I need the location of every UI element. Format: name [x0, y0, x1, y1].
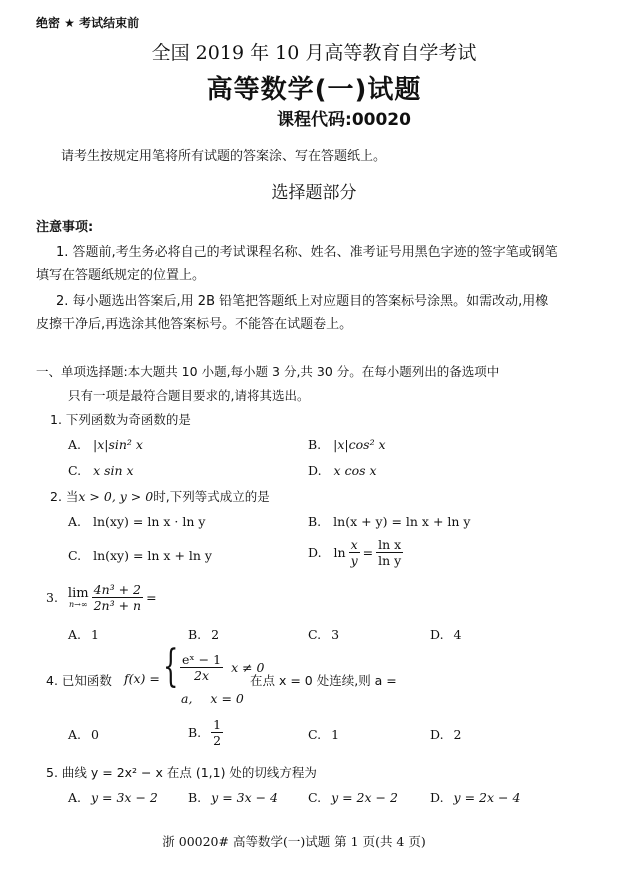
- q2-option-a: [68, 514, 205, 529]
- q4-b-num: 1: [213, 717, 222, 732]
- q4-stem-post: 在点 x = 0 处连续,则 a =: [250, 673, 397, 688]
- q2-d-right-fraction: [376, 537, 403, 568]
- q3-option-b: [188, 627, 219, 642]
- q1-b-label: B.: [308, 437, 322, 452]
- q2-c-label: C.: [68, 548, 82, 563]
- q2-a-text: ln(xy) = ln x · ln y: [93, 514, 206, 529]
- q3-c-text: 3: [331, 627, 340, 642]
- q1-a-text: |x|sin² x: [93, 437, 143, 452]
- q2-d-left-fraction: [349, 537, 360, 568]
- q4-option-a: [68, 727, 99, 742]
- answer-instruction: 请考生按规定用笔将所有试题的答案涂、写在答题纸上。: [61, 149, 387, 164]
- q4-d-text: 2: [453, 727, 462, 742]
- q1-c-text: x sin x: [93, 463, 134, 478]
- q4-option-b: [188, 717, 226, 748]
- q2-b-label: B.: [308, 514, 322, 529]
- q4-a-label: A.: [68, 727, 82, 742]
- q5-a-text: y = 3x − 2: [91, 790, 158, 805]
- q1-stem: 1. 下列函数为奇函数的是: [50, 412, 191, 427]
- q4-case1-num: eˣ − 1: [182, 652, 222, 667]
- q5-option-d: [430, 790, 520, 805]
- q1-d-label: D.: [308, 463, 322, 478]
- q5-option-b: [188, 790, 278, 805]
- q1-c-label: C.: [68, 463, 82, 478]
- q1-option-b: [308, 437, 386, 452]
- q5-b-label: B.: [188, 790, 202, 805]
- q3-option-d: [430, 627, 462, 642]
- part1-heading-line-1: 一、单项选择题:本大题共 10 小题,每小题 3 分,共 30 分。在每小题列出的备选项中: [36, 364, 500, 379]
- q2-d-left-den: y: [350, 553, 358, 568]
- section-title: 选择题部分: [271, 183, 357, 203]
- q2-stem-rest: 时,下列等式成立的是: [153, 489, 270, 504]
- q2-d-ln: ln: [333, 545, 346, 560]
- exam-session-line: 全国 2019 年 10 月高等教育自学考试: [151, 42, 477, 64]
- q4-b-label: B.: [188, 725, 202, 740]
- q4-b-den: 2: [213, 733, 222, 748]
- q3-stem: [46, 582, 157, 613]
- q3-frac-den: 2n³ + n: [93, 598, 142, 613]
- q4-c-text: 1: [331, 727, 340, 742]
- q5-c-label: C.: [308, 790, 322, 805]
- q3-option-a: [68, 627, 99, 642]
- part1-heading-line-2: 只有一项是最符合题目要求的,请将其选出。: [68, 388, 310, 403]
- q4-stem-pre: 4. 已知函数: [46, 673, 112, 688]
- q2-stem: [50, 487, 270, 505]
- q4-case1-cond: x ≠ 0: [231, 660, 265, 675]
- q4-d-label: D.: [430, 727, 444, 742]
- q3-b-text: 2: [211, 627, 220, 642]
- q3-d-label: D.: [430, 627, 444, 642]
- q3-lim-word: lim: [67, 585, 89, 601]
- q4-case2-val: a,: [181, 691, 193, 706]
- q3-c-label: C.: [308, 627, 322, 642]
- q4-case2-cond: x = 0: [210, 691, 244, 706]
- q2-d-left-num: x: [350, 537, 358, 552]
- q4-case1-den: 2x: [194, 668, 210, 683]
- q2-option-c: [68, 548, 212, 563]
- q5-option-c: [308, 790, 398, 805]
- q1-option-a: [68, 437, 143, 452]
- q4-case1-fraction: [180, 652, 223, 683]
- q2-stem-cond: x > 0, y > 0: [78, 489, 154, 504]
- q1-b-text: |x|cos² x: [333, 437, 386, 452]
- q5-b-text: y = 3x − 4: [211, 790, 279, 805]
- q2-d-eq: =: [362, 545, 374, 560]
- q3-eq: =: [146, 590, 157, 605]
- q5-c-text: y = 2x − 2: [331, 790, 398, 805]
- q3-a-text: 1: [91, 627, 99, 642]
- q2-b-text: ln(x + y) = ln x + ln y: [333, 514, 471, 529]
- q4-c-label: C.: [308, 727, 322, 742]
- q4-option-c: [308, 727, 339, 742]
- q5-d-label: D.: [430, 790, 444, 805]
- q3-frac-num: 4n³ + 2: [92, 582, 144, 598]
- q4-function: f(x) =: [124, 671, 160, 686]
- q5-d-text: y = 2x − 4: [453, 790, 521, 805]
- q3-b-label: B.: [188, 627, 202, 642]
- page-footer: 浙 00020# 高等数学(一)试题 第 1 页(共 4 页): [162, 834, 426, 849]
- q3-fraction: [92, 582, 144, 613]
- notes-heading: 注意事项:: [36, 220, 94, 235]
- note-1-line-2: 填写在答题纸规定的位置上。: [36, 268, 206, 283]
- q3-lim-sub: n→∞: [68, 599, 88, 609]
- q4-a-text: 0: [91, 727, 99, 742]
- q4-brace: {: [163, 641, 179, 692]
- q5-stem: 5. 曲线 y = 2x² − x 在点 (1,1) 处的切线方程为: [46, 765, 317, 780]
- q3-a-label: A.: [68, 627, 82, 642]
- q2-d-label: D.: [308, 545, 322, 560]
- q2-stem-num: 2. 当: [50, 489, 79, 504]
- q1-a-label: A.: [68, 437, 82, 452]
- q3-num: 3.: [46, 590, 58, 605]
- q2-a-label: A.: [68, 514, 82, 529]
- q4-b-fraction: [211, 717, 223, 748]
- q4-option-d: [430, 727, 462, 742]
- note-1-line-1: 1. 答题前,考生务必将自己的考试课程名称、姓名、准考证号用黑色字迹的签字笔或钢笔: [56, 245, 558, 260]
- q2-option-d: [308, 537, 406, 568]
- q2-c-text: ln(xy) = ln x + ln y: [93, 548, 212, 563]
- q2-d-right-den: ln y: [378, 553, 402, 568]
- course-code: 课程代码:00020: [277, 110, 411, 130]
- exam-title: 高等数学(一)试题: [206, 75, 422, 105]
- q3-limit: [68, 587, 89, 609]
- q3-d-text: 4: [453, 627, 462, 642]
- q4-case-2: [181, 691, 244, 706]
- q2-d-right-num: ln x: [376, 537, 403, 553]
- q5-a-label: A.: [68, 790, 82, 805]
- q3-option-c: [308, 627, 339, 642]
- confidential-mark: 绝密 ★ 考试结束前: [36, 16, 140, 30]
- q1-option-d: [308, 463, 377, 478]
- q2-option-b: [308, 514, 471, 529]
- q1-option-c: [68, 463, 134, 478]
- note-2-line-1: 2. 每小题选出答案后,用 2B 铅笔把答题纸上对应题目的答案标号涂黑。如需改动,用橡: [56, 294, 549, 309]
- q5-option-a: [68, 790, 158, 805]
- note-2-line-2: 皮擦干净后,再选涂其他答案标号。不能答在试题卷上。: [36, 317, 353, 332]
- q1-d-text: x cos x: [333, 463, 377, 478]
